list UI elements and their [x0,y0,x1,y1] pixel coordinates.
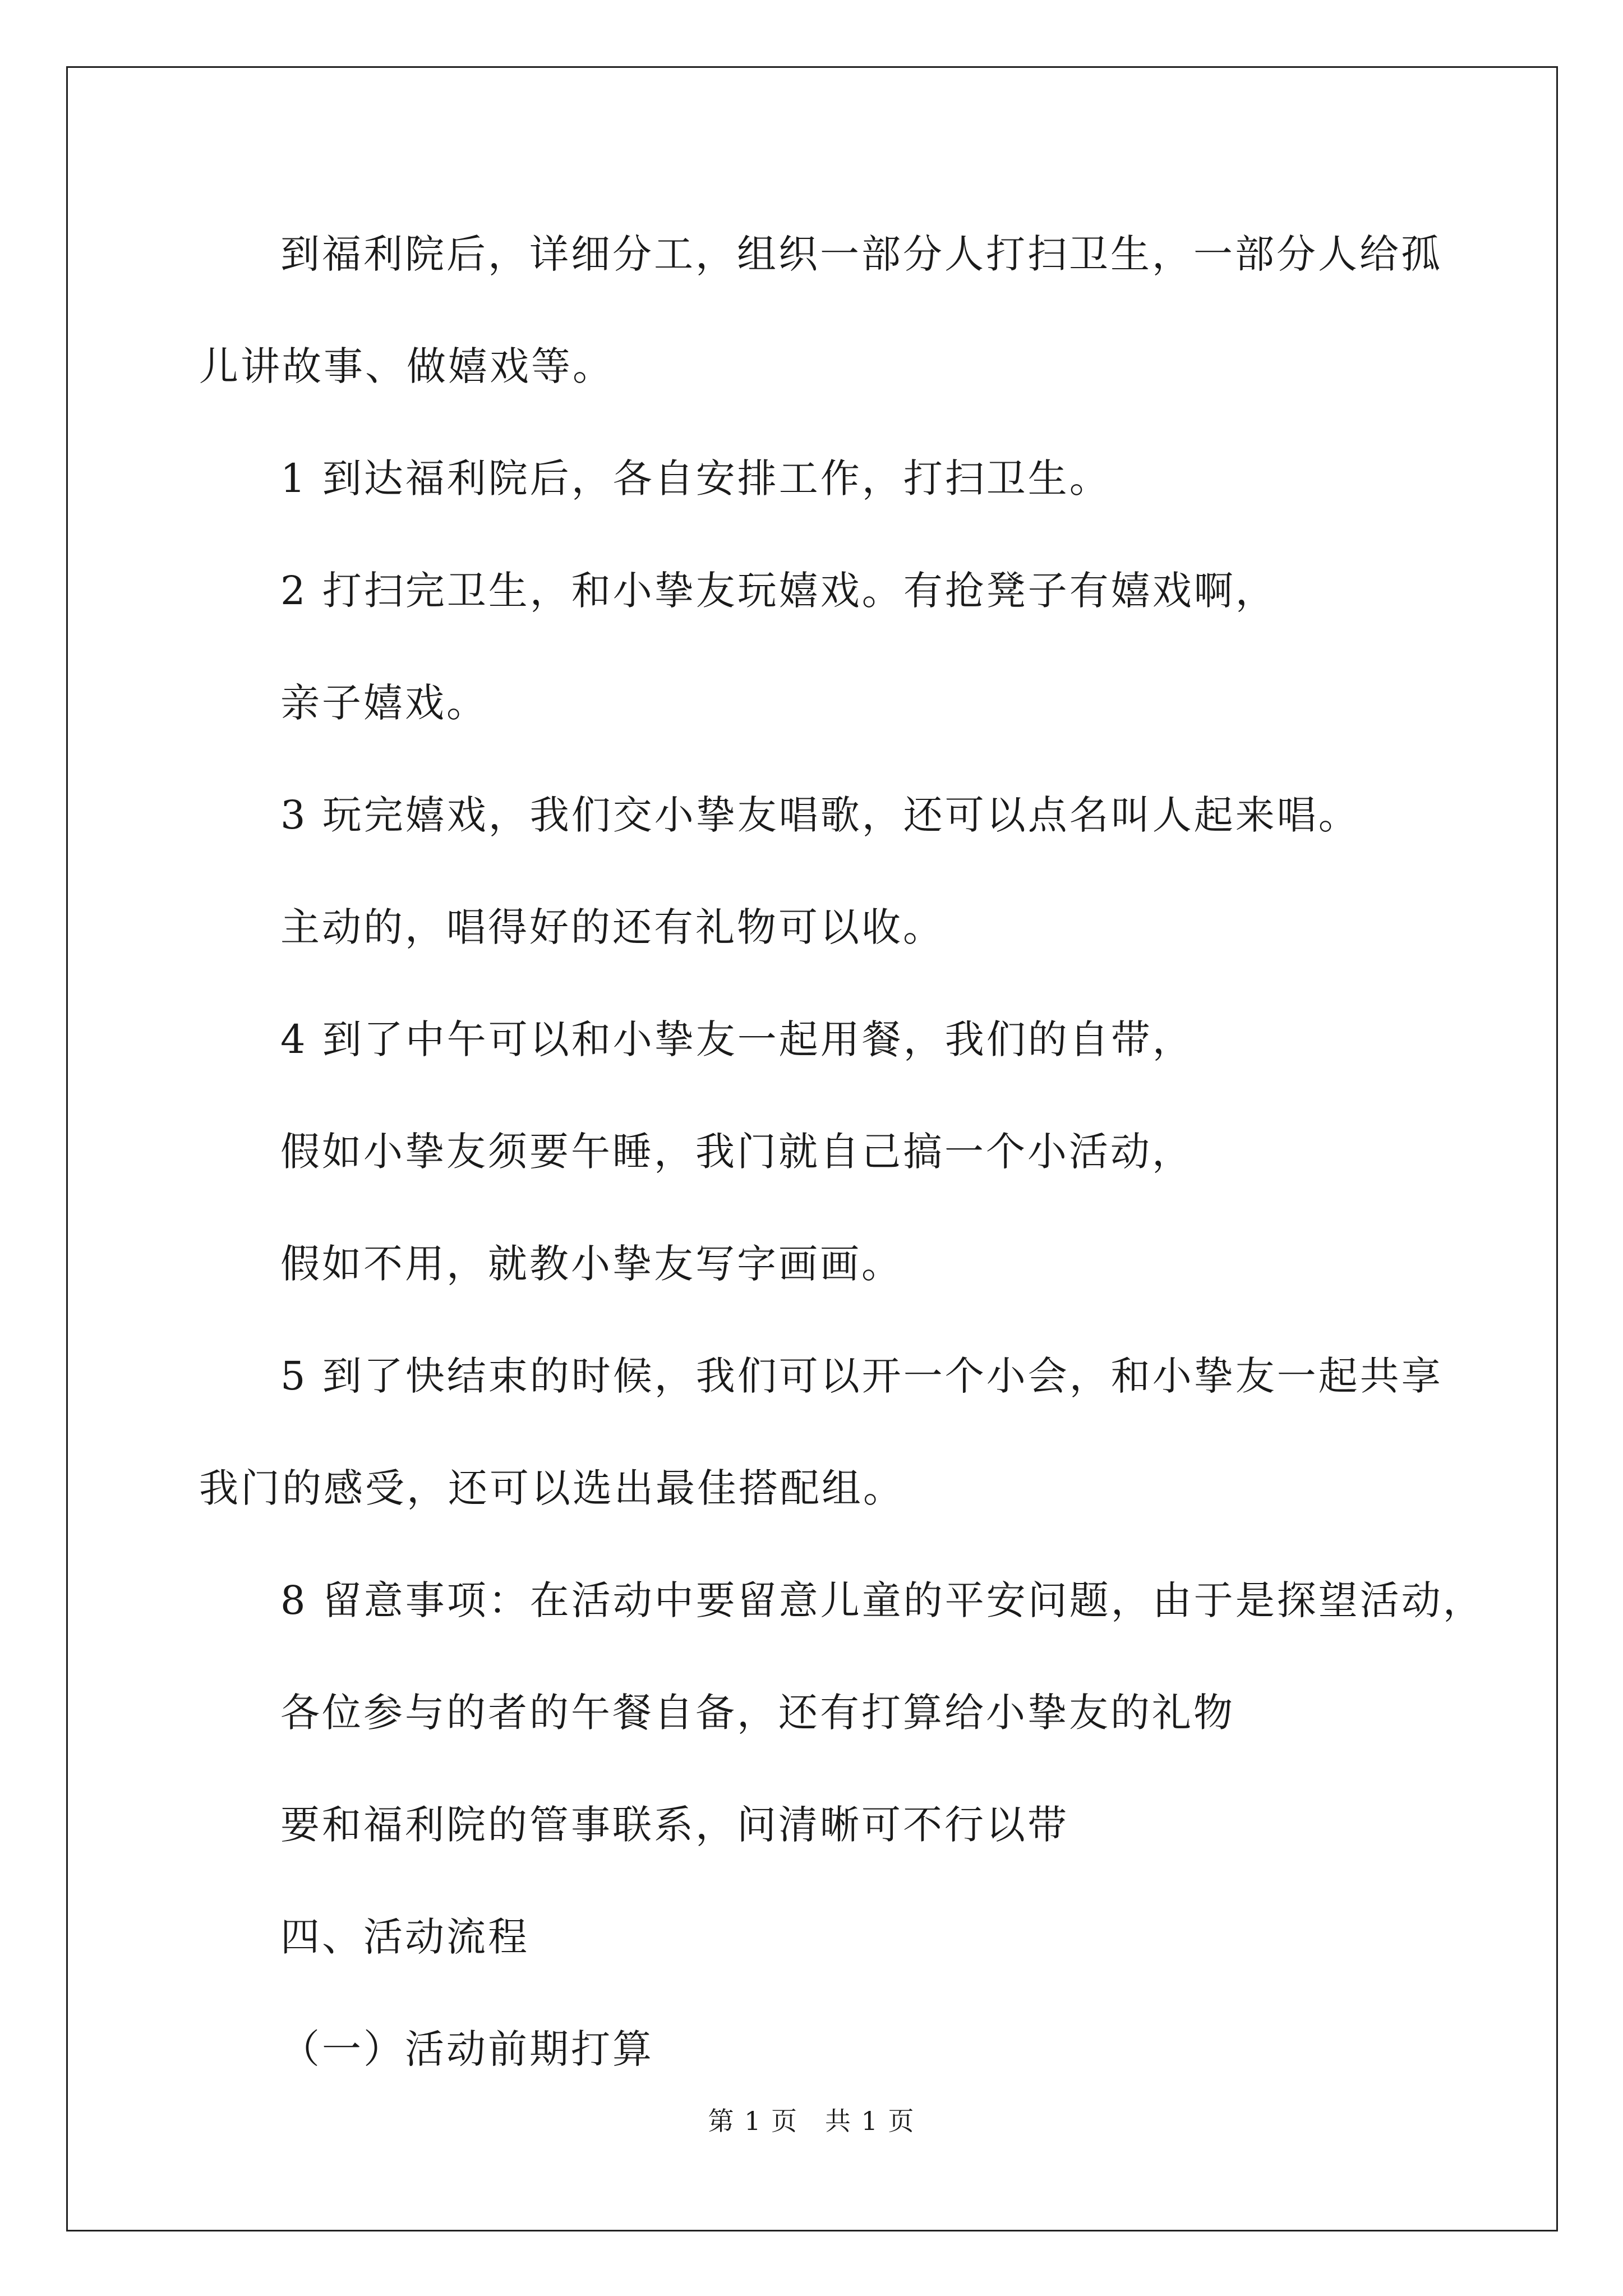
text-line: 四、活动流程 [280,1914,529,1960]
text-line: 亲子嬉戏。 [280,680,488,726]
text-line: 8 留意事项：在活动中要留意儿童的平安问题，由于是探望活动， [280,1577,1484,1623]
text-line: 主动的，唱得好的还有礼物可以收。 [280,904,944,950]
text-line: 4 到了中午可以和小挚友一起用餐，我们的自带， [280,1016,1194,1062]
text-line: 到福利院后，详细分工，组织一部分人打扫卫生，一部分人给孤 [280,231,1442,277]
text-line: 3 玩完嬉戏，我们交小挚友唱歌，还可以点名叫人起来唱。 [280,792,1360,838]
text-line: 假如不用，就教小挚友写字画画。 [280,1241,903,1287]
text-line: 1 到达福利院后，各自安排工作，打扫卫生。 [280,455,1111,501]
text-line: 5 到了快结束的时候，我们可以开一个小会，和小挚友一起共享 [280,1353,1443,1399]
text-line: 各位参与的者的午餐自备，还有打算给小挚友的礼物 [280,1690,1235,1736]
text-line: 假如小挚友须要午睡，我门就自己搞一个小活动， [280,1129,1193,1175]
text-line: 2 打扫完卫生，和小挚友玩嬉戏。有抢凳子有嬉戏啊， [280,568,1277,614]
page-number-footer: 第 1 页 共 1 页 [708,2106,915,2136]
text-line: 儿讲故事、做嬉戏等。 [199,343,614,389]
text-line: （一）活动前期打算 [280,2026,654,2072]
text-line: 我门的感受，还可以选出最佳搭配组。 [199,1465,905,1511]
text-line: 要和福利院的管事联系，问清晰可不行以带 [280,1802,1069,1848]
